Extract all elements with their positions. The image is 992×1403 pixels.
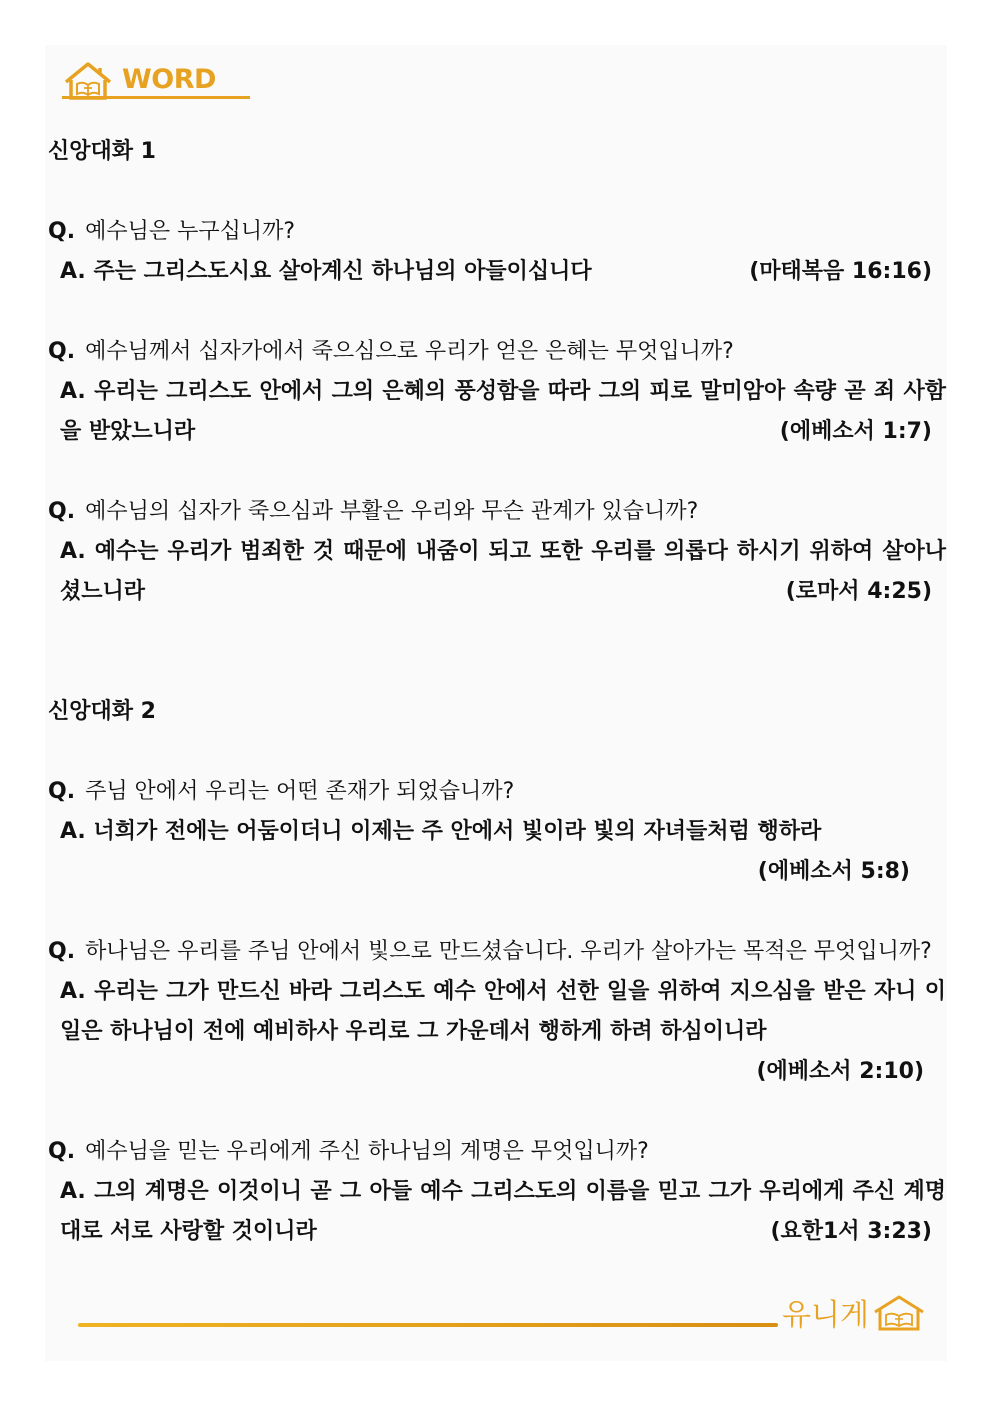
word-logo	[62, 60, 252, 102]
question-text: 하나님은 우리를 주님 안에서 빛으로 만드셨습니다. 우리가 살아가는 목적은 무엇입니까?	[85, 939, 932, 964]
q-marker: Q.	[48, 339, 76, 364]
answer-text: A. 그의 계명은 이것이니 곧 그 아들 예수 그리스도의 이름을 믿고 그가 우리에게 주신 계명대로 서로 사랑할 것이니라	[60, 1179, 946, 1244]
answer	[48, 532, 946, 612]
question-text: 예수님은 누구십니까?	[85, 219, 296, 244]
question	[48, 1132, 946, 1172]
answer-text: A. 예수는 우리가 범죄한 것 때문에 내줌이 되고 또한 우리를 의롭다 하시기 위하여 살아나셨느니라	[60, 539, 946, 604]
q-marker: Q.	[48, 1139, 76, 1164]
q-marker: Q.	[48, 499, 76, 524]
question	[48, 212, 946, 252]
question	[48, 492, 946, 532]
q-marker: Q.	[48, 219, 76, 244]
question	[48, 772, 946, 812]
footer-brand-text: 유니게	[782, 1298, 869, 1333]
scripture-reference: (요한1서 3:23)	[770, 1219, 932, 1244]
section-title: 신앙대화 2	[48, 699, 156, 724]
answer-text: A. 우리는 그리스도 안에서 그의 은혜의 풍성함을 따라 그의 피로 말미암아 속량 곧 죄 사함을 받았느니라	[60, 379, 946, 444]
question	[48, 932, 946, 972]
answer: A. 너희가 전에는 어둠이더니 이제는 주 안에서 빛이라 빛의 자녀들처럼 행하라	[60, 819, 822, 844]
footer-rule	[78, 1323, 778, 1327]
question	[48, 332, 946, 372]
logo-word-text: WORD	[122, 64, 216, 95]
question-text: 예수님의 십자가 죽으심과 부활은 우리와 무슨 관계가 있습니까?	[85, 499, 699, 524]
answer: A. 우리는 그가 만드신 바라 그리스도 예수 안에서 선한 일을 위하여 지으심을 받은 자니 이 일은 하나님이 전에 예비하사 우리로 그 가운데서 행하게 하려 하심이니라	[60, 979, 946, 1044]
scripture-reference: (에베소서 2:10)	[756, 1059, 924, 1084]
section-title: 신앙대화 1	[48, 139, 156, 164]
header-underline	[62, 96, 250, 99]
q-marker: Q.	[48, 779, 76, 804]
house-book-icon	[872, 1294, 926, 1332]
scripture-reference: (에베소서 1:7)	[779, 419, 932, 444]
q-marker: Q.	[48, 939, 76, 964]
question-text: 예수님께서 십자가에서 죽으심으로 우리가 얻은 은혜는 무엇입니까?	[85, 339, 734, 364]
answer	[48, 372, 946, 452]
scripture-reference: (에베소서 5:8)	[757, 859, 910, 884]
question-text: 예수님을 믿는 우리에게 주신 하나님의 계명은 무엇입니까?	[85, 1139, 649, 1164]
scripture-reference: (로마서 4:25)	[785, 579, 932, 604]
scripture-reference: (마태복음 16:16)	[749, 259, 932, 284]
answer-text: A. 주는 그리스도시요 살아계신 하나님의 아들이십니다	[60, 259, 592, 284]
question-text: 주님 안에서 우리는 어떤 존재가 되었습니까?	[85, 779, 515, 804]
answer	[48, 1172, 946, 1252]
answer	[48, 252, 946, 292]
document-body	[48, 132, 946, 1252]
